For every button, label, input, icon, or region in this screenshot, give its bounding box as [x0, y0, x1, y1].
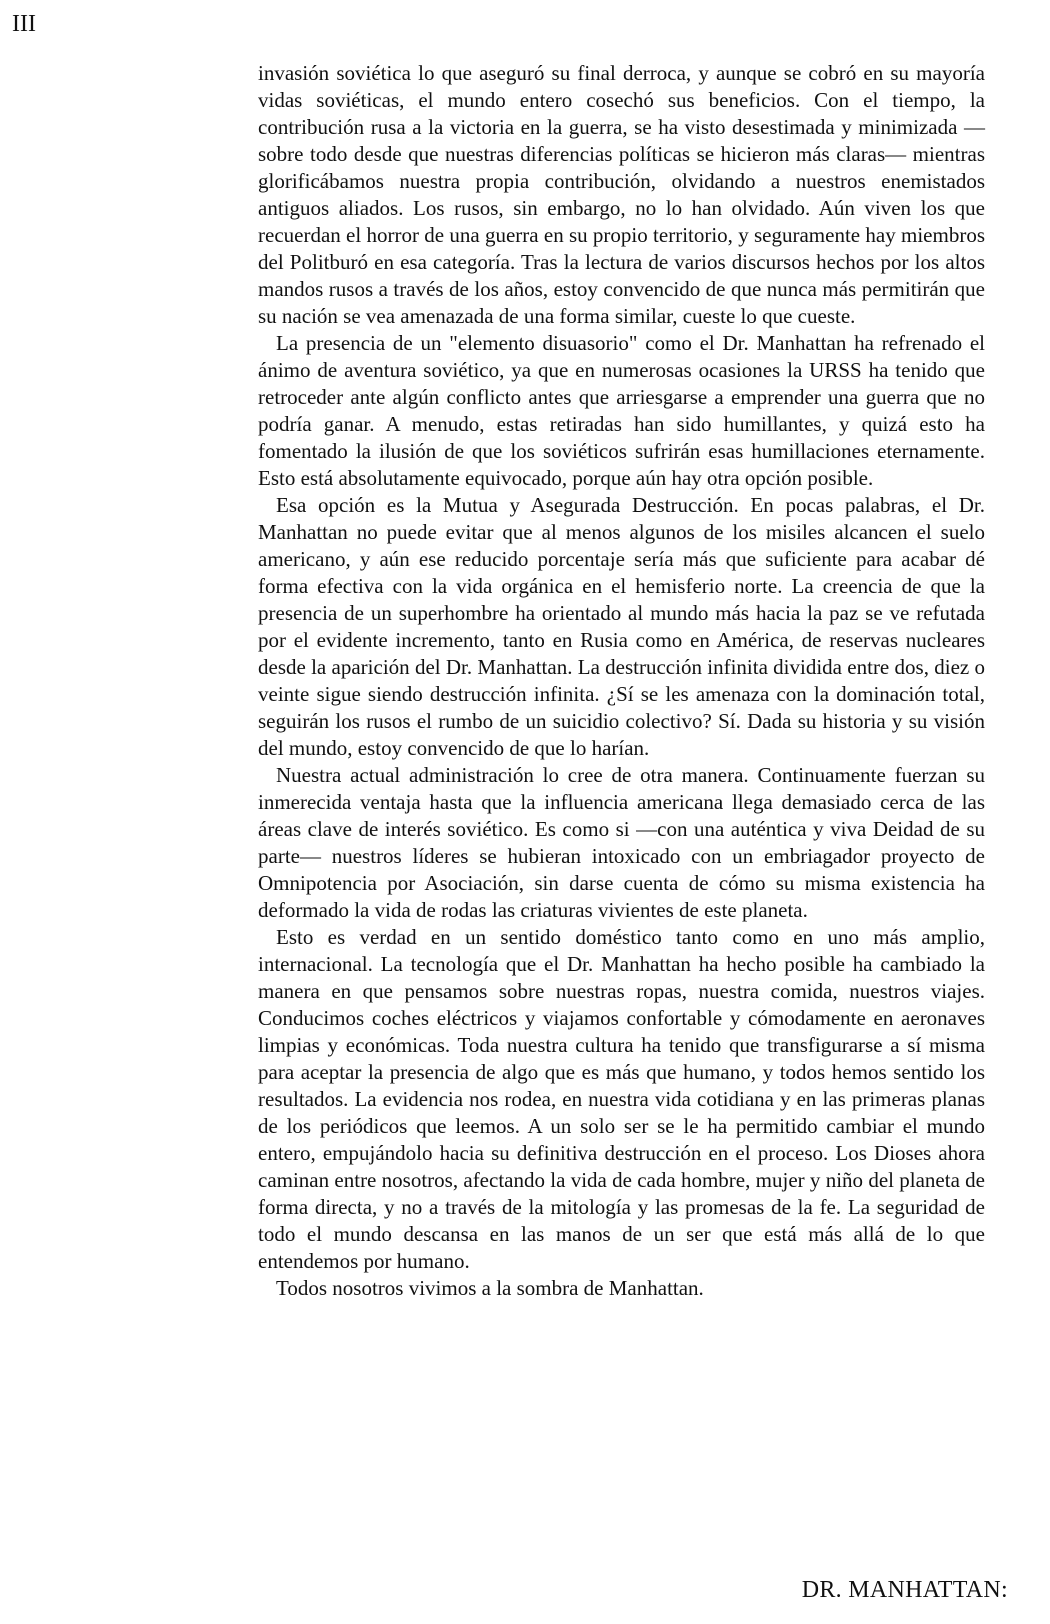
paragraph: Nuestra actual administración lo cree de otra manera. Continuamente fuerzan su inmerecida ventaja hasta que la influencia americana llega demasiado cerca de las áreas clave de interés soviético. Es como si —con una auténtica y viva Deidad de su parte— nuestros líderes se hubieran intoxicado con un embriagador proyecto de Omnipotencia por Asociación, sin darse cuenta de cómo su misma existencia ha deformado la vida de rodas las criaturas vivientes de este planeta. [258, 763, 985, 922]
running-footer: DR. MANHATTAN: [801, 1577, 1008, 1603]
paragraph: Esto es verdad en un sentido doméstico tanto como en uno más amplio, internacional. La tecnología que el Dr. Manhattan ha hecho posible ha cambiado la manera en que pensamos sobre nuestras ropas, nuestra comida, nuestros viajes. Conducimos coches eléctricos y viajamos confortable y cómodamente en aeronaves limpias y económicas. Toda nuestra cultura ha tenido que transfigurarse a sí misma para aceptar la presencia de algo que es más que humano, y todos hemos sentido los resultados. La evidencia nos rodea, en nuestra vida cotidiana y en las primeras planas de los periódicos que leemos. A un solo ser se le ha permitido cambiar el mundo entero, empujándolo hacia su definitiva destrucción en el proceso. Los Dioses ahora caminan entre nosotros, afectando la vida de cada hombre, mujer y niño del planeta de forma directa, y no a través de la mitología y las promesas de la fe. La seguridad de todo el mundo descansa en las manos de un ser que está más allá de lo que entendemos por humano. [258, 925, 985, 1273]
page-number: III [12, 11, 36, 37]
paragraph: Todos nosotros vivimos a la sombra de Manhattan. [276, 1276, 704, 1300]
paragraph: La presencia de un "elemento disuasorio" como el Dr. Manhattan ha refrenado el ánimo de aventura soviético, ya que en numerosas ocasiones la URSS ha tenido que retroceder ante algún conflicto antes que arriesgarse a emprender una guerra que no podría ganar. A menudo, estas retiradas han sido humillantes, y quizá esto ha fomentado la ilusión de que los soviéticos sufrirán esas humillaciones eternamente. Esto está absolutamente equivocado, porque aún hay otra opción posible. [258, 331, 985, 490]
article-body [258, 60, 985, 1302]
paragraph: Esa opción es la Mutua y Asegurada Destrucción. En pocas palabras, el Dr. Manhattan no puede evitar que al menos algunos de los misiles alcancen el suelo americano, y aún ese reducido porcentaje sería más que suficiente para acabar dé forma efectiva con la vida orgánica en el hemisferio norte. La creencia de que la presencia de un superhombre ha orientado al mundo más hacia la paz se ve refutada por el evidente incremento, tanto en Rusia como en América, de reservas nucleares desde la aparición del Dr. Manhattan. La destrucción infinita dividida entre dos, diez o veinte sigue siendo destrucción infinita. ¿Sí se les amenaza con la dominación total, seguirán los rusos el rumbo de un suicidio colectivo? Sí. Dada su historia y su visión del mundo, estoy convencido de que lo harían. [258, 493, 985, 760]
paragraph: invasión soviética lo que aseguró su final derroca, y aunque se cobró en su mayoría vidas soviéticas, el mundo entero cosechó sus beneficios. Con el tiempo, la contribución rusa a la victoria en la guerra, se ha visto desestimada y minimizada —sobre todo desde que nuestras diferencias políticas se hicieron más claras— mientras glorificábamos nuestra propia contribución, olvidando a nuestros enemistados antiguos aliados. Los rusos, sin embargo, no lo han olvidado. Aún viven los que recuerdan el horror de una guerra en su propio territorio, y seguramente hay miembros del Politburó en esa categoría. Tras la lectura de varios discursos hechos por los altos mandos rusos a través de los años, estoy convencido de que nunca más permitirán que su nación se vea amenazada de una forma similar, cueste lo que cueste. [258, 61, 985, 328]
